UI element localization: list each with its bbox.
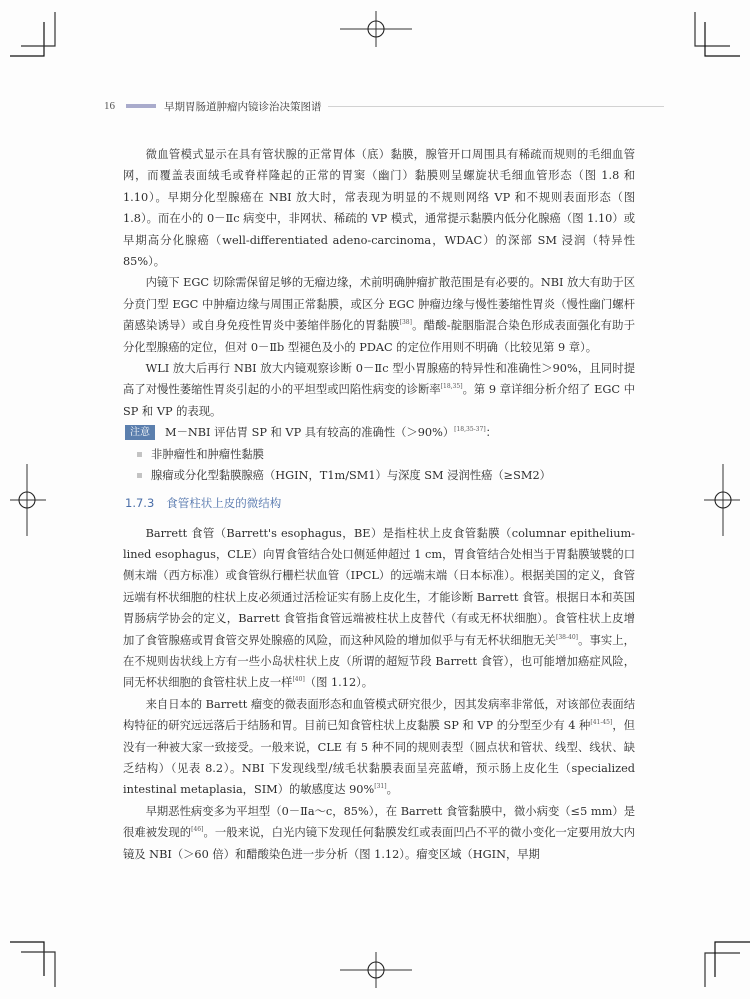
list-item: 非肿瘤性和肿瘤性黏膜 [137,444,635,465]
crop-mark-top-left [0,0,70,70]
paragraph: Barrett 食管（Barrett's esophagus，BE）是指柱状上皮食管黏膜（columnar epithelium-lined esophagus，CLE）向胃食管结合处口侧延伸超过 1 cm，胃食管结合处相当于胃黏膜皱襞的口侧末端（西方标准）或食管纵行栅栏状血管（IPCL）的远端末端（日本标准）。根据美国的定义，食管远端有杯状细胞的柱状上皮必须通过活检证实有肠上皮化生，才能诊断 Barrett 食管。根据日本和英国胃肠病学协会的定义，Barrett 食管指食管远端被柱状上皮替代（有或无杯状细胞）。食管柱状上皮增加了食管腺癌或胃食管交界处腺癌的风险，而这种风险的增加似乎与有无杯状细胞无关[38-40]。事实上，在不规则齿状线上方有一些小岛状柱状上皮（所谓的超短节段 Barrett 食管），也可能增加癌症风险，同无杯状细胞的食管柱状上皮一样[40]（图 1.12）。 [123,526,635,690]
citation: [41-45] [590,719,613,727]
registration-mark-bottom [338,950,414,990]
section-number: 1.7.3 [125,495,155,510]
citation: [40] [292,676,305,684]
bullet-icon [137,473,142,478]
paragraph: 内镜下 EGC 切除需保留足够的无瘤边缘，术前明确肿瘤扩散范围是有必要的。NBI 放大有助于区分贲门型 EGC 中肿瘤边缘与周围正常黏膜，或区分 EGC 肿瘤边缘与慢性萎缩性胃炎（慢性幽门螺杆菌感染诱导）或自身免疫性胃炎中萎缩伴肠化的胃黏膜[38]。醋酸-靛胭脂混合染色形成表面强化有助于分化型腺癌的定位，但对 0－Ⅱb 型褪色及小的 PDAC 的定位作用则不明确（比较见第 9 章）。 [123,276,635,354]
crop-mark-top-right [680,0,750,70]
note-bullet-list [137,444,635,487]
running-head [104,96,664,116]
paragraph: 来自日本的 Barrett 瘤变的微表面形态和血管模式研究很少，因其发病率非常低，对该部位表面结构特征的研究远远落后于结肠和胃。目前已知食管柱状上皮黏膜 SP 和 VP 的分型至少有 4 种[41-45]，但没有一种被大家一致接受。一般来说，CLE 有 5 种不同的规则表型（圆点状和管状、线型、线状、缺乏结构）（见表 8.2）。NBI 下发现线型/绒毛状黏膜表面呈亮蓝嵴，预示肠上皮化生（specialized intestinal metaplasia，SIM）的敏感度达 90%[31]。 [123,697,635,797]
citation: [18,35-37] [454,426,486,434]
running-head-bar [126,104,156,108]
citation: [31] [374,783,387,791]
page-number: 16 [104,100,115,112]
paragraph: WLI 放大后再行 NBI 放大内镜观察诊断 0－Ⅱc 型小胃腺癌的特异性和准确性＞90%，且同时提高了对慢性萎缩性胃炎引起的小的平坦型或凹陷性病变的诊断率[18,35]。第 9 章详细分析介绍了 EGC 中 SP 和 VP 的表现。 [123,362,635,418]
citation: [18,35] [440,383,463,391]
registration-mark-left [8,462,48,538]
section-heading [125,493,635,513]
bullet-icon [137,452,142,457]
citation: [38-40] [556,633,578,641]
registration-mark-right [702,462,742,538]
note-badge: 注意 [125,425,155,440]
running-head-rule [328,106,665,107]
note-box [123,422,635,443]
list-item: 腺瘤或分化型黏膜腺癌（HGIN，T1m/SM1）与深度 SM 浸润性癌（≥SM2） [137,465,635,486]
registration-mark-top [338,8,414,48]
note-text: M－NBI 评估胃 SP 和 VP 具有较高的准确性（＞90%）[18,35-37]： [165,426,497,440]
book-title: 早期胃肠道肿瘤内镜诊治决策图谱 [164,100,322,113]
paragraph: 微血管模式显示在具有管状腺的正常胃体（底）黏膜，腺管开口周围具有稀疏而规则的毛细血管网，而覆盖表面绒毛或脊样隆起的正常的胃窦（幽门）黏膜则呈螺旋状毛细血管形态（图 1.8 和 1.10）。早期分化型腺癌在 NBI 放大时，常表现为明显的不规则网络 VP 和不规则表面形态（图 1.8）。而在小的 0－Ⅱc 病变中，非网状、稀疏的 VP 模式，通常提示黏膜内低分化腺癌（图 1.10）或早期高分化腺癌（well-differentiated adeno-carcinoma，WDAC）的深部 SM 浸润（特异性 85%）。 [123,148,635,269]
citation: [38] [399,319,412,327]
section-title: 食管柱状上皮的微结构 [166,495,282,510]
page-body [123,144,635,865]
crop-mark-bottom-right [690,930,750,999]
paragraph: 早期恶性病变多为平坦型（0－Ⅱa～c，85%），在 Barrett 食管黏膜中，微小病变（≤5 mm）是很难被发现的[46]。一般来说，白光内镜下发现任何黏膜发红或表面凹凸不平的微小变化一定要用放大内镜及 NBI（＞60 倍）和醋酸染色进一步分析（图 1.12）。瘤变区域（HGIN，早期 [123,804,635,861]
crop-mark-bottom-left [0,930,70,999]
citation: [46] [191,826,204,834]
